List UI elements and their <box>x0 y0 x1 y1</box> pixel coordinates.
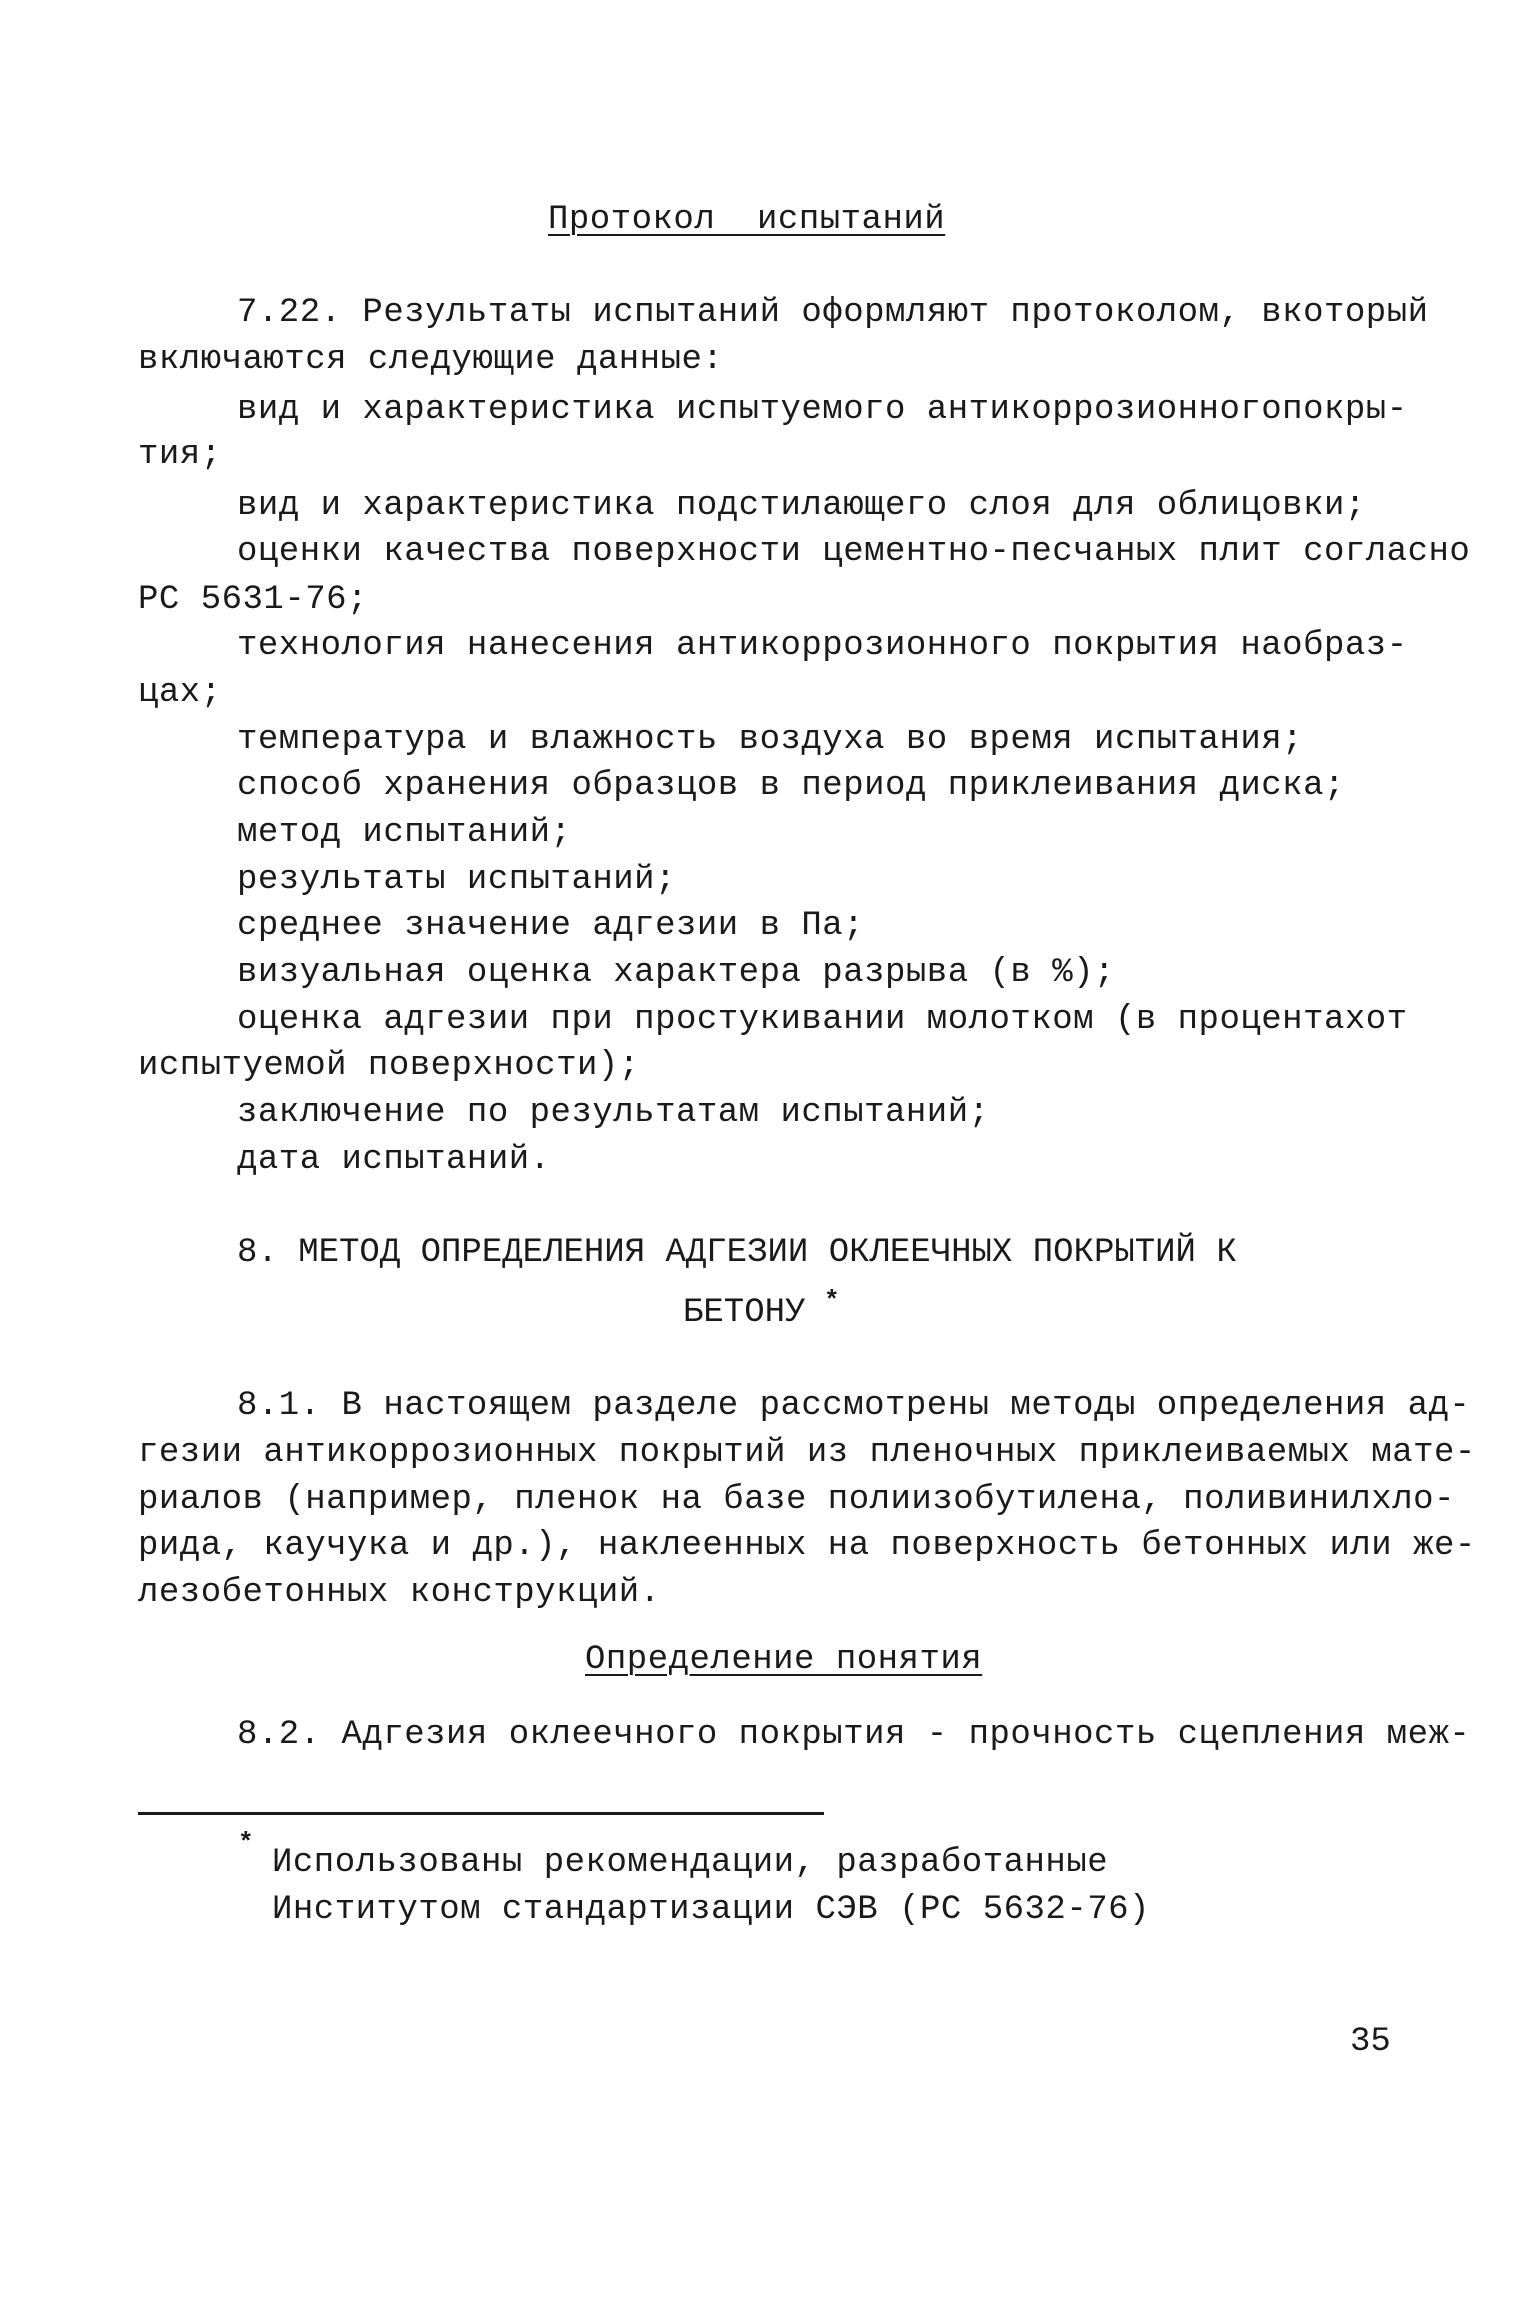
footnote-line2: Институтом стандартизации СЭВ (РС 5632-76) <box>272 1891 1150 1929</box>
footnote-divider <box>138 1812 824 1815</box>
p81-line5: лезобетонных конструкций. <box>138 1574 661 1612</box>
list-item: среднее значение адгезии в Па; <box>237 907 865 945</box>
list-item: дата испытаний. <box>237 1141 551 1179</box>
list-item: температура и влажность воздуха во время испытания; <box>237 721 1304 759</box>
list-item-continuation: тия; <box>138 436 222 474</box>
list-item: оценки качества поверхности цементно-песчаных плит согласно <box>237 533 1471 571</box>
list-item-text: технология нанесения антикоррозионного покрытия на <box>237 627 1283 665</box>
list-item: метод испытаний; <box>237 814 572 852</box>
section-8-title-line1: 8. МЕТОД ОПРЕДЕЛЕНИЯ АДГЕЗИИ ОКЛЕЕЧНЫХ ПОКРЫТИЙ К <box>237 1234 1237 1272</box>
list-item-continuation: испытуемой поверхности); <box>138 1047 640 1085</box>
list-item: результаты испытаний; <box>237 861 676 899</box>
p81-line3: риалов (например, пленок на базе полиизобутилена, поливинилхло- <box>138 1481 1455 1519</box>
definition-heading: Определение понятия <box>585 1641 983 1679</box>
list-item <box>237 626 1408 666</box>
list-item-text-end: от <box>1365 1001 1408 1039</box>
list-item: заключение по результатам испытаний; <box>237 1094 990 1132</box>
protocol-heading: Протокол испытаний <box>548 201 946 239</box>
list-item-text: оценка адгезии при простукивании молотком (в процентах <box>237 1001 1366 1039</box>
list-item-text-end: покры- <box>1282 391 1408 429</box>
p82-line1: 8.2. Адгезия оклеечного покрытия - прочность сцепления меж- <box>237 1716 1471 1754</box>
p81-line2: гезии антикоррозионных покрытий из пленочных приклеиваемых мате- <box>138 1434 1476 1472</box>
section-8-title-line2: БЕТОНУ <box>683 1294 806 1332</box>
p722-line2: включаются следующие данные: <box>138 341 724 379</box>
list-item-continuation: цах; <box>138 674 222 712</box>
list-item <box>237 1000 1408 1040</box>
list-item: визуальная оценка характера разрыва (в %); <box>237 954 1115 992</box>
p722-line1-right: который <box>1282 294 1429 332</box>
list-item-text-end: образ- <box>1282 627 1408 665</box>
list-item-text: вид и характеристика испытуемого антикоррозионного <box>237 391 1283 429</box>
p722-line1 <box>237 293 1429 333</box>
p722-line1-left: 7.22. Результаты испытаний оформляют протоколом, в <box>237 294 1283 332</box>
list-item: вид и характеристика подстилающего слоя для облицовки; <box>237 487 1366 525</box>
footnote-mark: * <box>238 1828 254 1858</box>
list-item <box>237 390 1408 430</box>
page-number: 35 <box>1350 2023 1391 2061</box>
list-item-continuation: РС 5631-76; <box>138 581 368 619</box>
footnote-marker: * <box>824 1286 840 1316</box>
list-item: способ хранения образцов в период приклеивания диска; <box>237 767 1345 805</box>
footnote-line1: Использованы рекомендации, разработанные <box>272 1844 1109 1882</box>
p81-line1: 8.1. В настоящем разделе рассмотрены методы определения ад- <box>237 1387 1471 1425</box>
p81-line4: рида, каучука и др.), наклеенных на поверхность бетонных или же- <box>138 1527 1476 1565</box>
